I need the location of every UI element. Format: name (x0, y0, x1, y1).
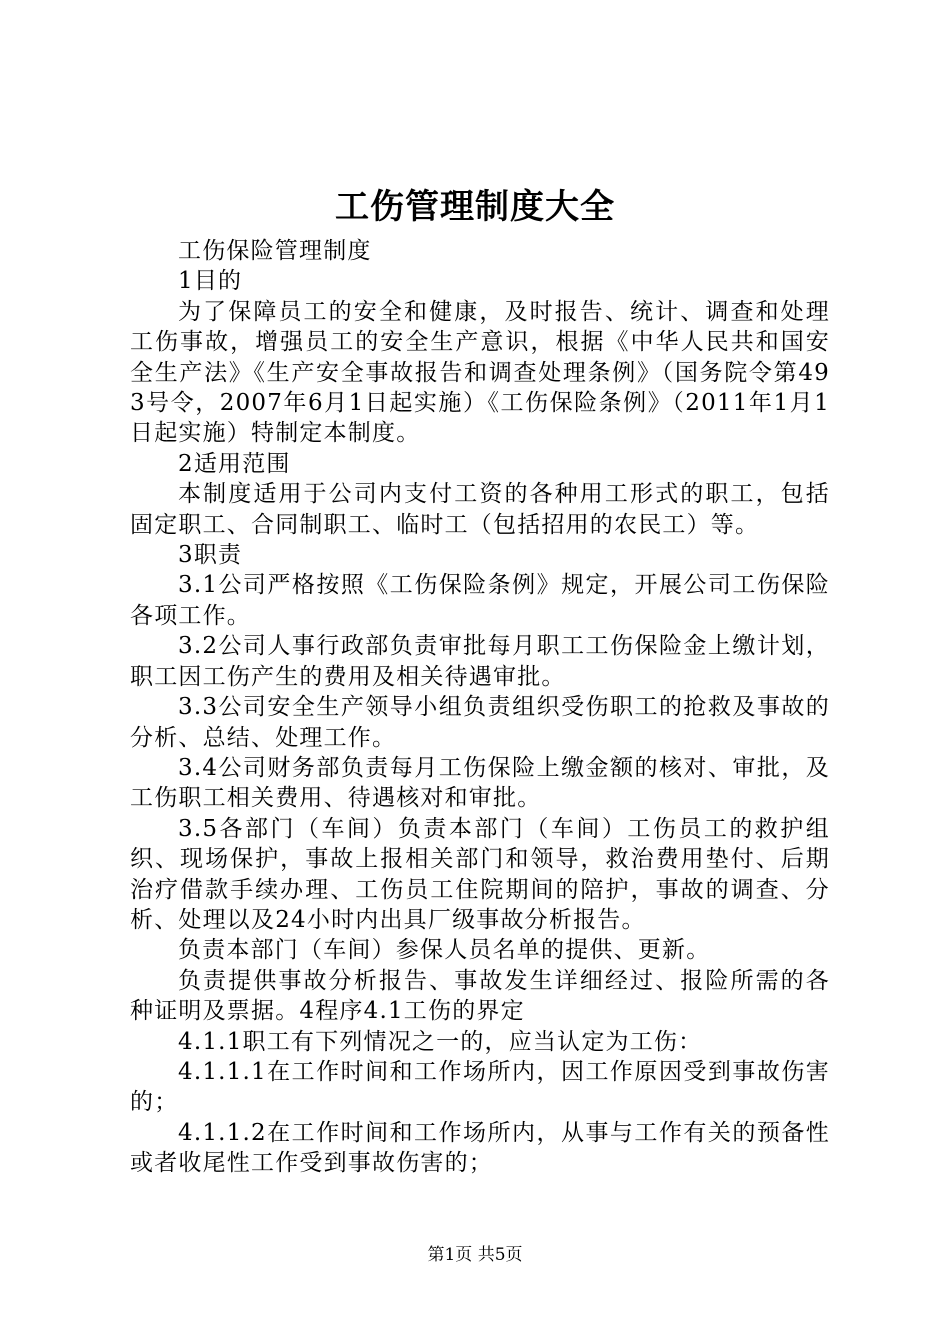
paragraph-4-1-1-1: 4.1.1.1在工作时间和工作场所内，因工作原因受到事故伤害的； (130, 1058, 830, 1116)
paragraph-purpose-heading: 1目的 (178, 268, 243, 295)
page-footer: 第1页 共5页 (427, 1245, 523, 1265)
paragraph-duty-report: 负责提供事故分析报告、事故发生详细经过、报险所需的各种证明及票据。4程序4.1工伤的界定 (130, 967, 830, 1025)
paragraph-duty-list: 负责本部门（车间）参保人员名单的提供、更新。 (178, 937, 711, 964)
paragraph-duties-heading: 3职责 (178, 542, 243, 569)
paragraph-4-1-1-2: 4.1.1.2在工作时间和工作场所内，从事与工作有关的预备性或者收尾性工作受到事故伤害的； (130, 1119, 830, 1177)
paragraph-scope: 本制度适用于公司内支付工资的各种用工形式的职工，包括固定职工、合同制职工、临时工（包括招用的农民工）等。 (130, 481, 830, 538)
paragraph-section-heading: 工伤保险管理制度 (178, 238, 372, 264)
document-body (130, 236, 830, 1179)
paragraph-duty-3-4: 3.4公司财务部负责每月工伤保险上缴金额的核对、审批，及工伤职工相关费用、待遇核对和审批。 (130, 754, 830, 812)
paragraph-duty-3-2: 3.2公司人事行政部负责审批每月职工工伤保险金上缴计划，职工因工伤产生的费用及相关待遇审批。 (130, 633, 830, 690)
paragraph-purpose: 为了保障员工的安全和健康，及时报告、统计、调查和处理工伤事故，增强员工的安全生产意识，根据《中华人民共和国安全生产法》《生产安全事故报告和调查处理条例》（国务院令第493号令，2007年6月1日起实施）《工伤保险条例》（2011年1月1日起实施）特制定本制度。 (130, 298, 830, 447)
paragraph-duty-3-1: 3.1公司严格按照《工伤保险条例》规定，开展公司工伤保险各项工作。 (130, 572, 830, 629)
document-title: 工伤管理制度大全 (335, 187, 615, 227)
paragraph-scope-heading: 2适用范围 (178, 450, 291, 477)
paragraph-duty-3-3: 3.3公司安全生产领导小组负责组织受伤职工的抢救及事故的分析、总结、处理工作。 (130, 694, 830, 751)
paragraph-duty-3-5: 3.5各部门（车间）负责本部门（车间）工伤员工的救护组织、现场保护，事故上报相关部门和领导，救治费用垫付、后期治疗借款手续办理、工伤员工住院期间的陪护，事故的调查、分析、处理以及24小时内出具厂级事故分析报告。 (130, 815, 830, 933)
paragraph-4-1-1: 4.1.1职工有下列情况之一的，应当认定为工伤： (178, 1028, 703, 1055)
